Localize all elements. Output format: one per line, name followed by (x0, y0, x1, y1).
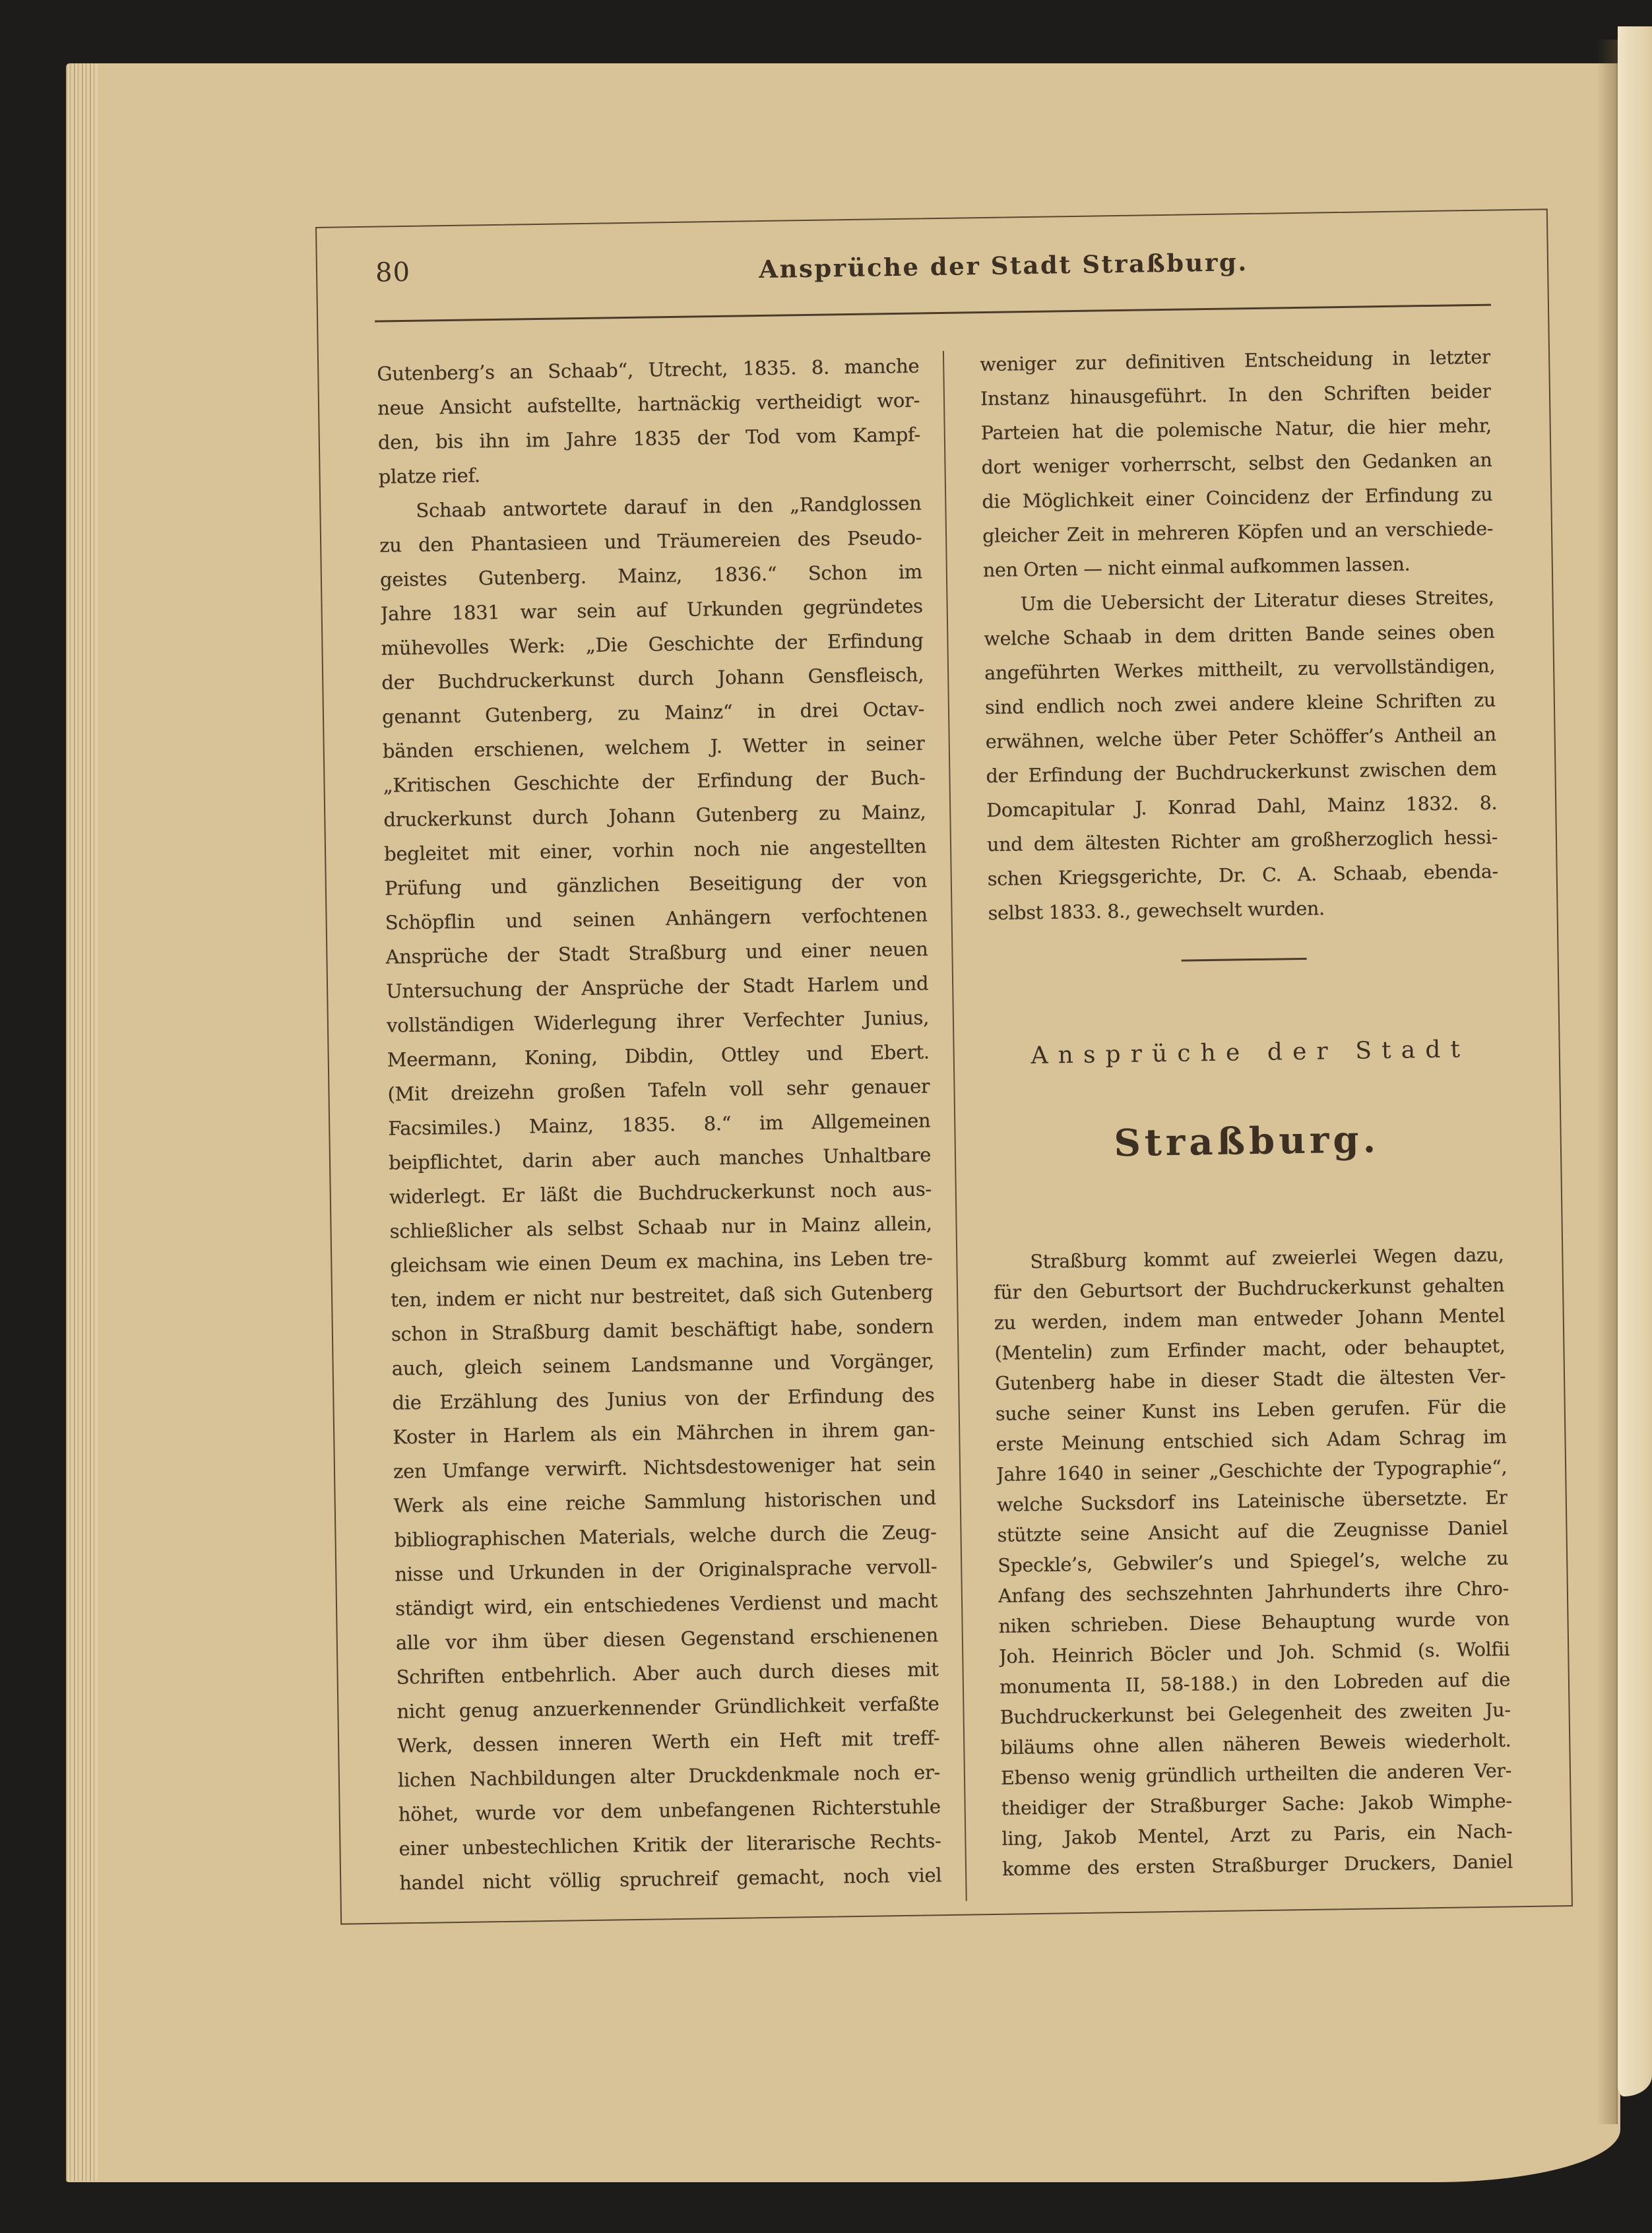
text-line: niken schrieben. Diese Behauptung wurde von (998, 1608, 1509, 1637)
text-line: weniger zur definitiven Entscheidung in letzter (979, 346, 1491, 376)
text-line: ständigt wird, ein entschiedenes Verdienst und macht (395, 1589, 938, 1620)
text-line: „Kritischen Geschichte der Erfindung der Buch- (383, 766, 926, 797)
text-line: ling, Jakob Mentel, Arzt zu Paris, ein Nach- (1001, 1820, 1513, 1850)
text-line: komme des ersten Straßburger Druckers, Daniel (1001, 1850, 1513, 1880)
text-line: Facsimiles.) Mainz, 1835. 8.“ im Allgemeinen (388, 1109, 931, 1140)
section-divider-rule (1182, 958, 1307, 962)
text-line: Joh. Heinrich Böcler und Joh. Schmid (s. Wolfii (999, 1638, 1510, 1668)
text-line: Jahre 1640 in seiner „Geschichte der Typographie“, (996, 1456, 1508, 1486)
text-line: suche seiner Kunst ins Leben gerufen. Für die (995, 1395, 1506, 1425)
text-line: druckerkunst durch Johann Gutenberg zu Mainz, (383, 800, 926, 831)
text-line: Parteien hat die polemische Natur, die hier mehr, (980, 414, 1492, 445)
text-line: Buchdruckerkunst bei Gelegenheit des zweiten Ju- (1000, 1699, 1511, 1728)
text-line: gleicher Zeit in mehreren Köpfen und an verschiede- (982, 517, 1494, 548)
text-line: alle vor ihm über diesen Gegenstand erschienenen (395, 1623, 939, 1654)
text-line: Anfang des sechszehnten Jahrhunderts ihre Chro- (998, 1577, 1509, 1607)
text-line: Prüfung und gänzlichen Beseitigung der von (384, 869, 928, 900)
text-line: Jahre 1831 war sein auf Urkunden gegründetes (380, 594, 923, 625)
text-line: Schaab antwortete darauf in den „Randglossen (416, 491, 922, 522)
column-divider-rule (943, 351, 967, 1901)
text-line: die Erzählung des Junius von der Erfindung des (392, 1383, 935, 1414)
right-text-column-bottom (993, 1240, 1513, 1884)
text-line: Instanz hinausgeführt. In den Schriften beider (980, 380, 1492, 410)
header-rule (375, 304, 1491, 323)
text-line: erste Meinung entschied sich Adam Schrag im (996, 1426, 1507, 1455)
text-line: Meermann, Koning, Dibdin, Ottley und Ebert. (387, 1040, 930, 1071)
text-line: monumenta II, 58-188.) in den Lobreden auf die (999, 1668, 1511, 1698)
section-heading-line2: Straßburg. (1113, 1117, 1380, 1166)
text-line: Gutenberg habe in dieser Stadt die ältesten Ver- (994, 1365, 1506, 1395)
text-line: Untersuchung der Ansprüche der Stadt Harlem und (385, 972, 929, 1003)
text-line: (Mit dreizehn großen Tafeln voll sehr genauer (387, 1075, 930, 1106)
text-line: und dem ältesten Richter am großherzoglich hessi- (986, 826, 1498, 856)
page-fold-shadow (1597, 40, 1618, 2124)
text-line: Speckle’s, Gebwiler’s und Spiegel’s, welche zu (997, 1547, 1509, 1577)
text-line: höhet, wurde vor dem unbefangenen Richterstuhle (398, 1795, 941, 1826)
text-line: widerlegt. Er läßt die Buchdruckerkunst noch aus- (389, 1178, 932, 1209)
text-line: genannt Gutenberg, zu Mainz“ in drei Octav- (381, 697, 925, 728)
text-line: Um die Uebersicht der Literatur dieses Streites, (1020, 586, 1494, 615)
text-line: welche Sucksdorf ins Lateinische übersetzte. Er (996, 1486, 1508, 1516)
text-line: Straßburg kommt auf zweierlei Wegen dazu, (1030, 1243, 1504, 1273)
text-line: für den Geburtsort der Buchdruckerkunst gehalten (993, 1274, 1505, 1304)
page-number: 80 (375, 257, 411, 288)
text-line: gleichsam wie einen Deum ex machina, ins Leben tre- (390, 1246, 933, 1277)
text-line: platze rief. (378, 464, 480, 488)
left-text-column (377, 348, 942, 1900)
text-line: theidiger der Straßburger Sache: Jakob Wimphe- (1001, 1790, 1512, 1819)
text-line: schließlicher als selbst Schaab nur in Mainz allein, (389, 1212, 932, 1243)
text-line: selbst 1833. 8., gewechselt wurden. (988, 897, 1325, 924)
text-line: der Erfindung der Buchdruckerkunst zwischen dem (986, 757, 1497, 788)
text-line: geistes Gutenberg. Mainz, 1836.“ Schon im (379, 560, 923, 591)
adjacent-page-edge (1618, 26, 1652, 2096)
text-line: handel nicht völlig spruchreif gemacht, noch viel (399, 1864, 942, 1895)
text-line: stützte seine Ansicht auf die Zeugnisse Daniel (997, 1517, 1508, 1546)
text-line: Koster in Harlem als ein Mährchen in ihrem gan- (392, 1418, 936, 1449)
text-line: dort weniger vorherrscht, selbst den Gedanken an (981, 449, 1492, 479)
text-line: zen Umfange verwirft. Nichtsdestoweniger hat sein (393, 1452, 936, 1483)
text-line: auch, gleich seinem Landsmanne und Vorgänger, (391, 1349, 934, 1380)
text-line: der Buchdruckerkunst durch Johann Gensfleisch, (381, 663, 924, 694)
text-line: mühevolles Werk: „Die Geschichte der Erfindung (381, 629, 924, 660)
text-line: biläums ohne allen näheren Beweis wiederholt. (1000, 1729, 1511, 1759)
text-line: einer unbestechlichen Kritik der literarische Rechts- (398, 1829, 941, 1860)
text-line: (Mentelin) zum Erfinder macht, oder behauptet, (994, 1335, 1506, 1364)
text-line: erwähnen, welche über Peter Schöffer’s Antheil an (985, 723, 1496, 753)
text-line: Ansprüche der Stadt Straßburg und einer neuen (385, 937, 928, 968)
text-line: welche Schaab in dem dritten Bande seines oben (984, 620, 1495, 650)
text-line: Schriften entbehrlich. Aber auch durch dieses mit (396, 1658, 939, 1689)
text-line: Werk als eine reiche Sammlung historischen und (393, 1486, 936, 1517)
text-line: Gutenberg’s an Schaab“, Utrecht, 1835. 8. manche (377, 354, 920, 385)
text-line: begleitet mit einer, vorhin noch nie angestellten (383, 834, 927, 865)
section-heading-line1: Ansprüche der Stadt (1031, 1036, 1471, 1070)
text-line: lichen Nachbildungen alter Druckdenkmale noch er- (397, 1761, 941, 1792)
text-line: die Möglichkeit einer Coincidenz der Erfindung zu (982, 483, 1493, 513)
text-line: schen Kriegsgerichte, Dr. C. A. Schaab, ebenda- (987, 860, 1498, 890)
running-header: Ansprüche der Stadt Straßburg. (759, 247, 1248, 284)
text-line: vollständigen Widerlegung ihrer Verfechter Junius, (386, 1006, 930, 1037)
printed-text-frame (315, 208, 1573, 1924)
text-line: bänden erschienen, welchem J. Wetter in seiner (382, 732, 925, 763)
text-line: Werk, dessen inneren Werth ein Heft mit treff- (397, 1726, 940, 1757)
text-line: bibliographischen Materials, welche durch die Zeug- (394, 1521, 937, 1552)
text-line: Schöpflin und seinen Anhängern verfochtenen (385, 903, 928, 934)
text-line: neue Ansicht aufstellte, hartnäckig vertheidigt wor- (377, 389, 920, 420)
text-line: den, bis ihn im Jahre 1835 der Tod vom Kampf- (377, 423, 921, 454)
text-line: zu den Phantasieen und Träumereien des Pseudo- (379, 526, 922, 557)
text-line: nisse und Urkunden in der Originalsprache vervoll- (395, 1555, 937, 1586)
text-line: nen Orten — nicht einmal aufkommen lassen. (982, 553, 1411, 582)
text-line: schon in Straßburg damit beschäftigt habe, sondern (391, 1315, 934, 1346)
text-line: beipflichtet, darin aber auch manches Unhaltbare (388, 1143, 932, 1174)
text-line: zu werden, indem man entweder Johann Mentel (994, 1304, 1505, 1334)
text-line: sind endlich noch zwei andere kleine Schriften zu (984, 689, 1496, 719)
text-line: ten, indem er nicht nur bestreitet, daß sich Gutenberg (390, 1280, 934, 1311)
text-line: angeführten Werkes mittheilt, zu vervollständigen, (984, 654, 1496, 685)
right-text-column-top (980, 340, 1499, 931)
text-line: Domcapitular J. Konrad Dahl, Mainz 1832. 8. (986, 792, 1498, 822)
text-line: nicht genug anzuerkennender Gründlichkeit verfaßte (397, 1692, 939, 1723)
text-line: Ebenso wenig gründlich urtheilten die anderen Ver- (1000, 1759, 1512, 1789)
page-stack-edges (66, 63, 98, 2181)
